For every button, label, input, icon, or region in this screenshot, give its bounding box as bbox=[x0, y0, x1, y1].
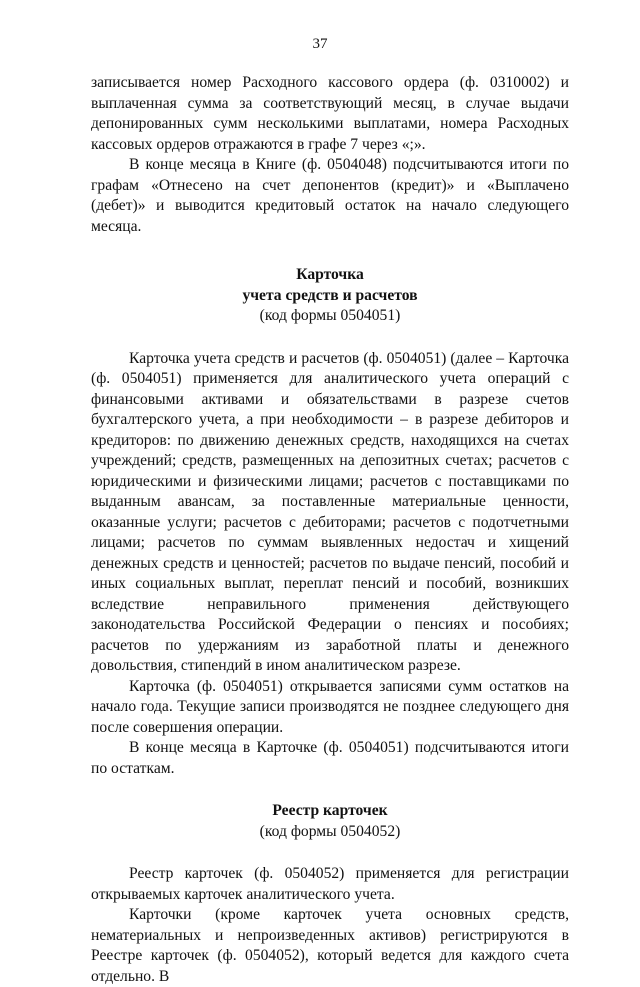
section2-paragraph-2: Карточки (кроме карточек учета основных средств, нематериальных и непроизведенных активов) регистрируются в Реестре карточек (ф. 0504052), который ведется для каждого счета отдельно. В bbox=[91, 906, 569, 985]
section2-paragraph-1: Реестр карточек (ф. 0504052) применяется для регистрации открываемых карточек аналитического учета. bbox=[91, 865, 569, 903]
section1-paragraph-3: В конце месяца в Карточке (ф. 0504051) подсчитываются итоги по остаткам. bbox=[91, 739, 569, 777]
section1-paragraph-1: Карточка учета средств и расчетов (ф. 0504051) (далее – Карточка (ф. 0504051) применяется для аналитического учета операций с финансовыми активами и обязательствами в разрезе счетов бухгалтерского учета, а при необходимости – в разрезе дебиторов и кредиторов: по движению денежных средств, находящихся на счетах учреждений; средств, размещенных на депозитных счетах; расчетов с юридическими и физическими лицами; расчетов с поставщиками по выданным авансам, за поставленные материальные ценности, оказанные услуги; расчетов с дебиторами; расчетов с подотчетными лицами; расчетов по суммам выявленных недостач и хищений денежных средств и ценностей; расчетов по выдаче пенсий, пособий и иных социальных выплат, переплат пенсий и пособий, возникших вследствие неправильного применения действующего законодательства Российской Федерации о пенсиях и пособиях; расчетов по удержаниям из заработной платы и денежного довольствия, стипендий в ином аналитическом разрезе. bbox=[91, 349, 569, 674]
page-body bbox=[91, 73, 569, 987]
section1-title: Карточка bbox=[296, 266, 364, 283]
page-number: 37 bbox=[312, 36, 328, 52]
section2-title: Реестр карточек bbox=[272, 802, 388, 819]
section1-title-line2: учета средств и расчетов bbox=[242, 286, 418, 304]
intro-paragraph-continued: записывается номер Расходного кассового ордера (ф. 0310002) и выплаченная сумма за соответствующий месяц, в случае выдачи депонированных сумм несколькими выплатами, номера Расходных кассовых ордеров отражаются в графе 7 через «;». bbox=[91, 74, 569, 153]
intro-paragraph-month-end: В конце месяца в Книге (ф. 0504048) подсчитываются итоги по графам «Отнесено на счет депонентов (кредит)» и «Выплачено (дебет)» и выводится кредитовый остаток на начало следующего месяца. bbox=[91, 156, 569, 235]
section1-form-code: (код формы 0504051) bbox=[259, 307, 401, 324]
section1-paragraph-2: Карточка (ф. 0504051) открывается записями сумм остатков на начало года. Текущие записи производятся не позднее следующего дня после совершения операции. bbox=[91, 677, 569, 736]
section2-form-code: (код формы 0504052) bbox=[259, 822, 401, 840]
